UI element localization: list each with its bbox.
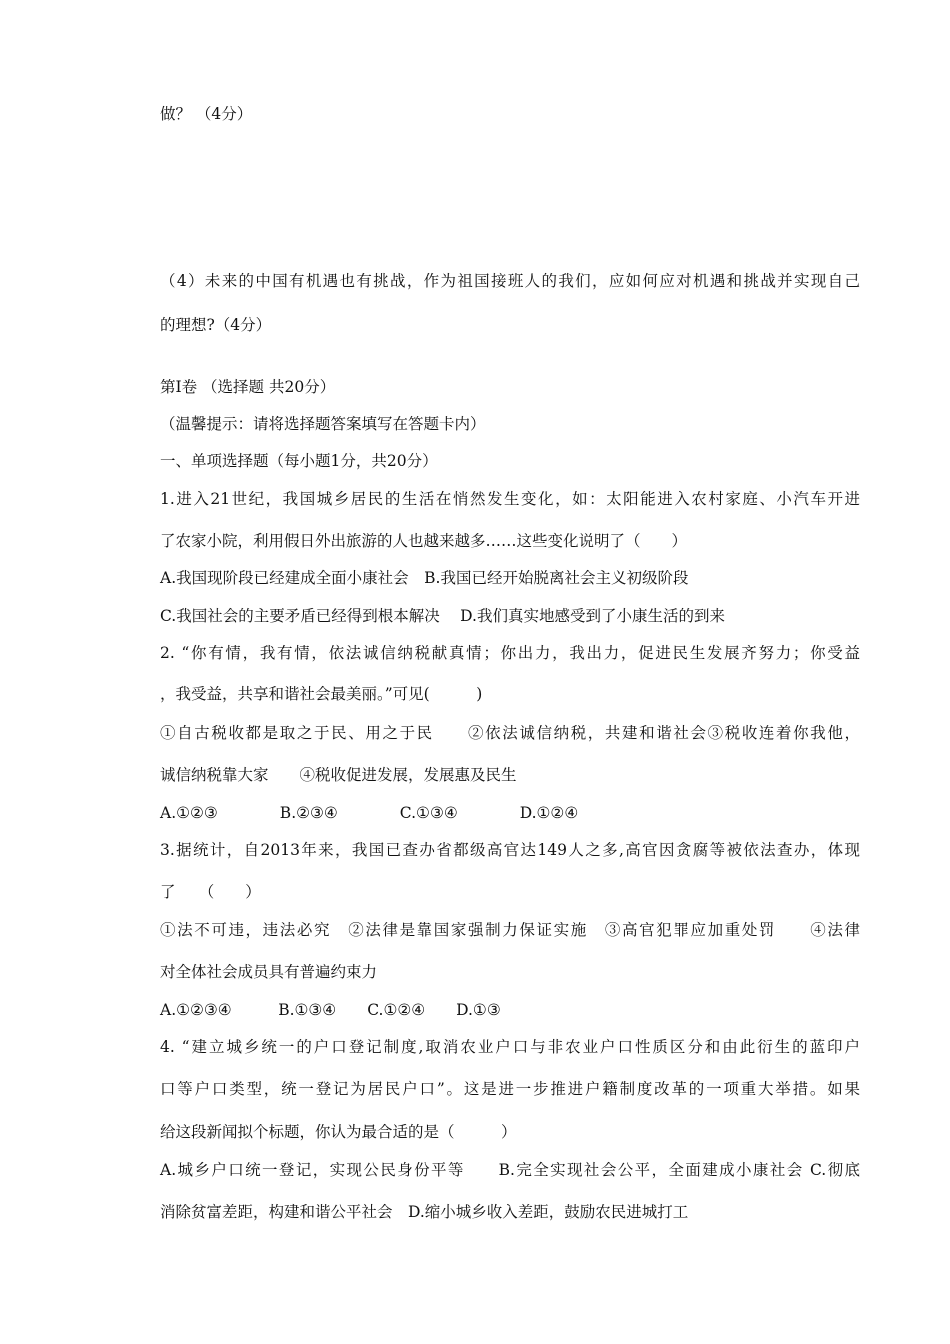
- q4-open-line-1: （4）未来的中国有机遇也有挑战，作为祖国接班人的我们，应如何应对机遇和挑战并实现自己: [160, 272, 860, 290]
- q3-items-1: ①法不可违，违法必究 ②法律是靠国家强制力保证实施 ③高官犯罪应加重处罚 ④法律: [160, 921, 860, 939]
- q3-stem-1: 3.据统计，自2013年来，我国已查办省都级高官达149人之多,高官因贪腐等被依法查办，体现: [160, 841, 860, 859]
- q2-stem-2: ，我受益，共享和谐社会最美丽。”可见( ): [160, 685, 483, 703]
- q4-option-line-1: A.城乡户口统一登记，实现公民身份平等 B.完全实现社会公平，全面建成小康社会 C.彻底: [160, 1161, 860, 1179]
- q1-stem-1: 1.进入21世纪，我国城乡居民的生活在悄然发生变化，如：太阳能进入农村家庭、小汽车开进: [160, 490, 860, 508]
- q4-stem-3: 给这段新闻拟个标题，你认为最合适的是（ ）: [160, 1123, 517, 1141]
- section-tip: （温馨提示：请将选择题答案填写在答题卡内）: [160, 415, 486, 433]
- q1-stem-2: 了农家小院，利用假日外出旅游的人也越来越多……这些变化说明了（ ）: [160, 532, 688, 550]
- q1-option-ab: A.我国现阶段已经建成全面小康社会 B.我国已经开始脱离社会主义初级阶段: [160, 569, 689, 587]
- q2-options: A.①②③ B.②③④ C.①③④ D.①②④: [160, 804, 579, 822]
- q4-open-line-2: 的理想?（4分）: [160, 316, 272, 334]
- q3-options: A.①②③④ B.①③④ C.①②④ D.①③: [160, 1001, 501, 1019]
- q4-stem-2: 口等户口类型，统一登记为居民户口”。这是进一步推进户籍制度改革的一项重大举措。如果: [160, 1080, 860, 1098]
- section-heading: 一、单项选择题（每小题1分，共20分）: [160, 452, 438, 470]
- q3-stem-2: 了 （ ）: [160, 883, 261, 901]
- q2-stem-1: 2. “你有情，我有情，依法诚信纳税献真情；你出力，我出力，促进民生发展齐努力；你受益: [160, 644, 860, 662]
- section-title: 第Ⅰ卷 （选择题 共20分）: [160, 378, 336, 396]
- q2-items-2: 诚信纳税靠大家 ④税收促进发展，发展惠及民生: [160, 766, 517, 784]
- prev-question-tail: 做？ （4分）: [160, 105, 253, 123]
- q4-option-line-2: 消除贫富差距，构建和谐公平社会 D.缩小城乡收入差距，鼓励农民进城打工: [160, 1203, 689, 1221]
- q2-items-1: ①自古税收都是取之于民、用之于民 ②依法诚信纳税，共建和谐社会③税收连着你我他，: [160, 724, 860, 742]
- q3-items-2: 对全体社会成员具有普遍约束力: [160, 963, 378, 981]
- q1-option-cd: C.我国社会的主要矛盾已经得到根本解决 D.我们真实地感受到了小康生活的到来: [160, 607, 725, 625]
- q4-stem-1: 4. “建立城乡统一的户口登记制度,取消农业户口与非农业户口性质区分和由此衍生的蓝印户: [160, 1038, 860, 1056]
